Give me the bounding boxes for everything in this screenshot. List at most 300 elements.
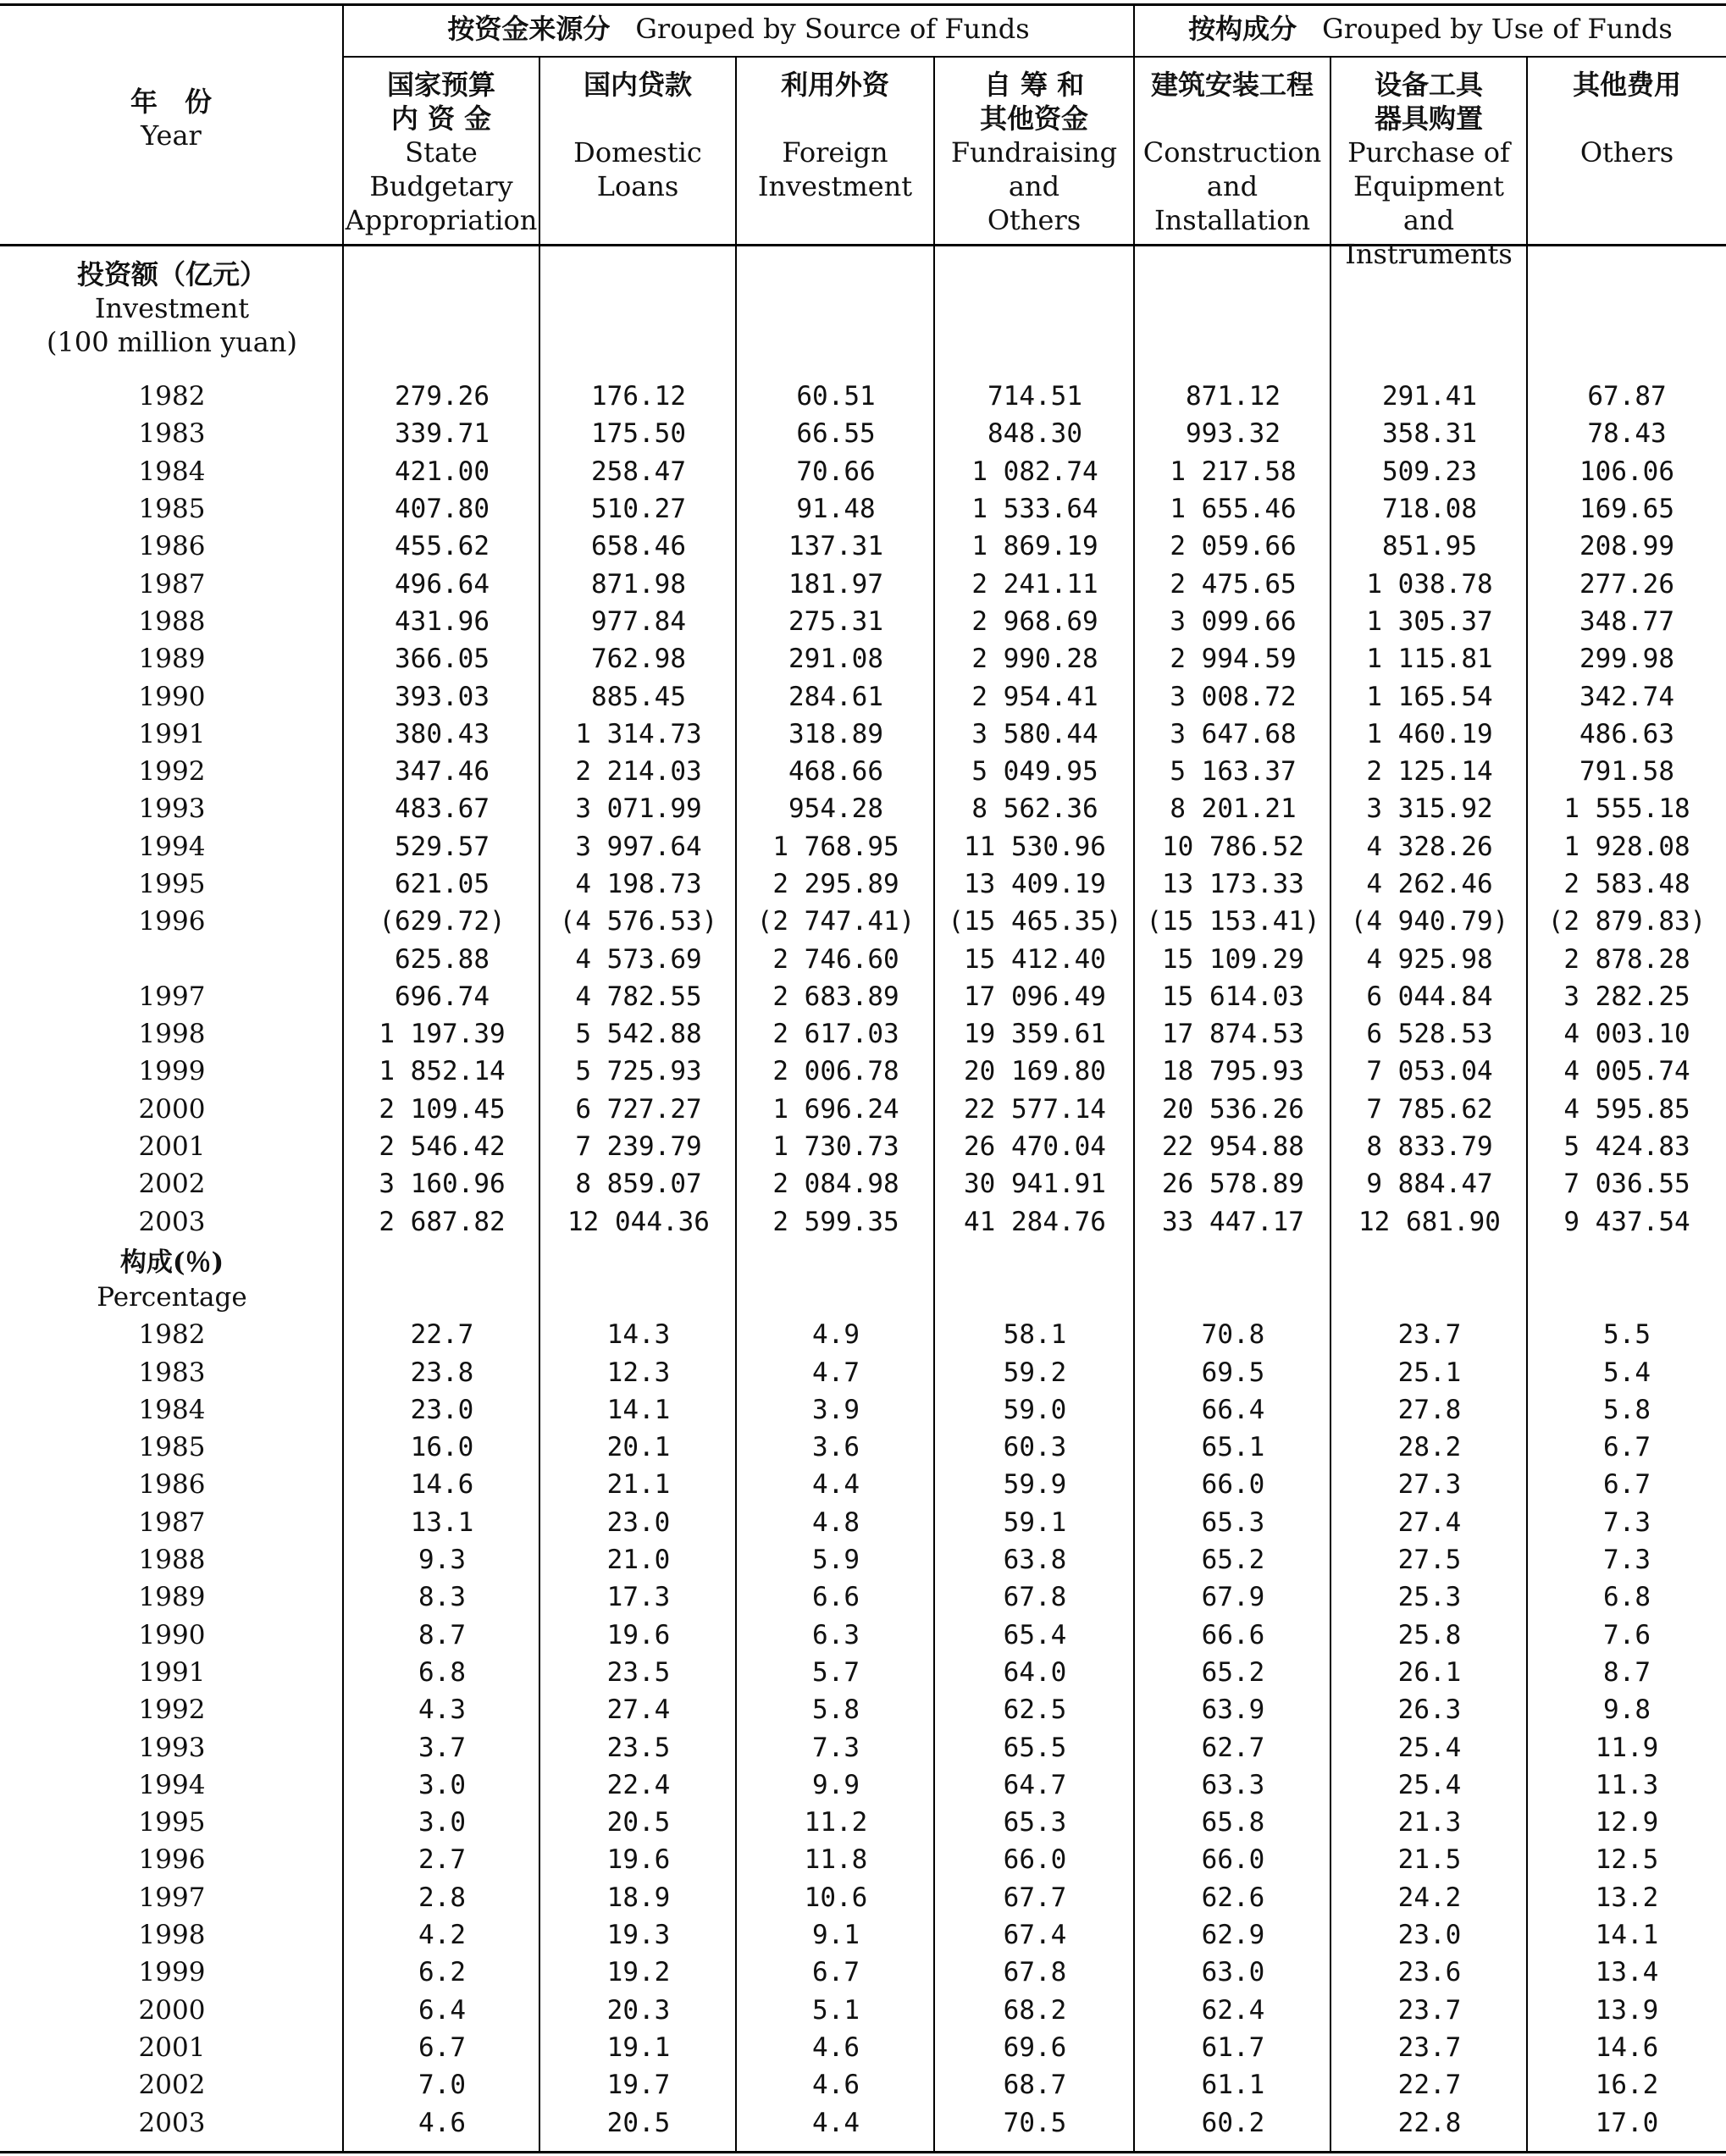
col-header-zh: 自 筹 和 (983, 69, 1085, 101)
value-cell: 70.66 (796, 456, 876, 487)
value-cell: 291.08 (788, 644, 883, 675)
value-cell: 1 305.37 (1366, 605, 1493, 637)
value-cell: 2 878.28 (1563, 943, 1690, 975)
value-cell: 6.4 (418, 1994, 466, 2026)
value-cell: 1 928.08 (1563, 831, 1690, 862)
year-cell: 1989 (138, 644, 206, 675)
value-cell: 2 546.42 (379, 1131, 506, 1163)
value-cell: 496.64 (395, 568, 490, 600)
value-cell: 25.1 (1397, 1357, 1462, 1388)
table-row (0, 716, 1726, 753)
year-cell: 1999 (138, 1056, 206, 1087)
value-cell: 14.6 (1595, 2032, 1659, 2063)
table-row (0, 1128, 1726, 1165)
table-row (0, 1203, 1726, 1241)
value-cell: 4.6 (812, 2070, 860, 2101)
value-cell: 13.2 (1595, 1882, 1659, 1913)
table-row (0, 1954, 1726, 1991)
year-cell: 2002 (138, 2070, 206, 2101)
value-cell: 14.1 (606, 1394, 671, 1425)
col-header-en: Domestic (573, 136, 702, 169)
value-cell: 977.84 (591, 605, 686, 637)
value-cell: 26 578.89 (1162, 1169, 1304, 1200)
table-row (0, 565, 1726, 602)
value-cell: 2 968.69 (971, 605, 1098, 637)
year-cell: 1998 (138, 1019, 206, 1050)
value-cell: 1 730.73 (772, 1131, 899, 1163)
value-cell: 33 447.17 (1162, 1206, 1304, 1237)
value-cell: 7 053.04 (1366, 1056, 1493, 1087)
col-header-zh: 器具购置 (1374, 102, 1483, 135)
investment-label-spacer-cell (0, 252, 1726, 378)
year-cell: 1989 (138, 1582, 206, 1613)
table-row (0, 2029, 1726, 2066)
value-cell: 529.57 (395, 831, 490, 862)
value-cell: 4 782.55 (575, 981, 702, 1012)
table-row (0, 1841, 1726, 1878)
value-cell: 4.7 (812, 1357, 860, 1388)
table-row (0, 2066, 1726, 2103)
value-cell: 791.58 (1579, 756, 1674, 788)
value-cell: 68.2 (1003, 1994, 1067, 2026)
value-cell: 8.7 (418, 1619, 466, 1650)
col-header-domestic-loans (540, 68, 735, 203)
value-cell: 19.7 (606, 2070, 671, 2101)
col-header-en: Others (1579, 136, 1674, 169)
table-row (0, 415, 1726, 452)
value-cell: 6.8 (418, 1656, 466, 1688)
value-cell: (629.72) (379, 906, 506, 937)
value-cell: 66.6 (1201, 1619, 1265, 1650)
value-cell: 5 049.95 (971, 756, 1098, 788)
value-cell: 21.3 (1397, 1807, 1462, 1838)
value-cell: 22.4 (606, 1769, 671, 1800)
value-cell: 67.7 (1003, 1882, 1067, 1913)
value-cell: 762.98 (591, 644, 686, 675)
year-cell: 1983 (138, 1357, 206, 1388)
value-cell: 421.00 (395, 456, 490, 487)
value-cell: 5.9 (812, 1545, 860, 1576)
value-cell: 66.0 (1201, 1844, 1265, 1876)
section-investment-en1: Investment (94, 292, 250, 324)
year-cell: 2001 (138, 1131, 206, 1163)
value-cell: 16.0 (410, 1432, 474, 1463)
value-cell: 61.7 (1201, 2032, 1265, 2063)
value-cell: 8.7 (1603, 1656, 1651, 1688)
col-header-en: and (1008, 170, 1060, 202)
value-cell: 1 314.73 (575, 718, 702, 749)
value-cell: 13.9 (1595, 1994, 1659, 2026)
value-cell: 169.65 (1579, 494, 1674, 525)
table-row (0, 1991, 1726, 2028)
value-cell: 2 687.82 (379, 1206, 506, 1237)
value-cell: 696.74 (395, 981, 490, 1012)
value-cell: 3 647.68 (1170, 718, 1297, 749)
value-cell: 1 852.14 (379, 1056, 506, 1087)
value-cell: 9 884.47 (1366, 1169, 1493, 1200)
year-cell: 1991 (138, 1656, 206, 1688)
value-cell: 7.3 (1603, 1506, 1651, 1538)
table-row (0, 865, 1726, 903)
col-header-en: State (405, 136, 478, 169)
year-cell: 2003 (138, 2107, 206, 2138)
table-row (0, 1691, 1726, 1728)
col-header-zh: 设备工具 (1374, 69, 1483, 101)
col-header-en: Purchase of (1347, 136, 1510, 169)
value-cell: 21.5 (1397, 1844, 1462, 1876)
value-cell: 718.08 (1382, 494, 1477, 525)
value-cell: 20.3 (606, 1994, 671, 2026)
group-header-use (1135, 12, 1726, 46)
header-group-rule (342, 56, 1726, 58)
year-cell: 1990 (138, 681, 206, 712)
value-cell: 20.1 (606, 1432, 671, 1463)
value-cell: 510.27 (591, 494, 686, 525)
value-cell: 8 859.07 (575, 1169, 702, 1200)
value-cell: 2 214.03 (575, 756, 702, 788)
value-cell: 1 869.19 (971, 531, 1098, 562)
group-source-en: Grouped by Source of Funds (635, 13, 1030, 45)
value-cell: 851.95 (1382, 531, 1477, 562)
section-percentage-en (0, 1279, 1726, 1316)
value-cell: 20.5 (606, 2107, 671, 2138)
value-cell: 25.4 (1397, 1769, 1462, 1800)
year-cell: 2002 (138, 1169, 206, 1200)
col-header-en: Investment (757, 170, 913, 202)
col-header-en: Construction (1142, 136, 1322, 169)
table-row (0, 453, 1726, 490)
year-cell: 1983 (138, 418, 206, 450)
value-cell: 27.5 (1397, 1545, 1462, 1576)
value-cell: 27.4 (606, 1694, 671, 1726)
value-cell: 59.9 (1003, 1469, 1067, 1501)
value-cell: 66.4 (1201, 1394, 1265, 1425)
empty-cell (1331, 1279, 1528, 1316)
section-investment-zh: 投资额（亿元） (76, 258, 267, 290)
section-percentage-zh-text: 构成(％) (119, 1247, 224, 1278)
value-cell: 64.0 (1003, 1656, 1067, 1688)
value-cell: 12 681.90 (1358, 1206, 1501, 1237)
col-header-en: Fundraising (950, 136, 1118, 169)
value-cell: 12.3 (606, 1357, 671, 1388)
value-cell: 23.6 (1397, 1957, 1462, 1988)
value-cell: 1 197.39 (379, 1019, 506, 1050)
value-cell: 4 005.74 (1563, 1056, 1690, 1087)
value-cell: 954.28 (788, 793, 883, 825)
value-cell: 2 059.66 (1170, 531, 1297, 562)
value-cell: 347.46 (395, 756, 490, 788)
value-cell: 67.8 (1003, 1582, 1067, 1613)
value-cell: 19.2 (606, 1957, 671, 1988)
value-cell: 7.3 (1603, 1545, 1651, 1576)
value-cell: 455.62 (395, 531, 490, 562)
value-cell: 59.1 (1003, 1506, 1067, 1538)
value-cell: 26.1 (1397, 1656, 1462, 1688)
value-cell: 13.1 (410, 1506, 474, 1538)
value-cell: 3 071.99 (575, 793, 702, 825)
value-cell: 4 595.85 (1563, 1093, 1690, 1125)
value-cell: 5.8 (812, 1694, 860, 1726)
year-cell: 1997 (138, 1882, 206, 1913)
year-cell: 2000 (138, 1093, 206, 1125)
value-cell: 66.0 (1201, 1469, 1265, 1501)
year-cell: 1987 (138, 568, 206, 600)
value-cell: 380.43 (395, 718, 490, 749)
year-cell: 1992 (138, 756, 206, 788)
col-header-equipment (1331, 68, 1526, 271)
value-cell: 7 036.55 (1563, 1169, 1690, 1200)
year-cell: 1986 (138, 1469, 206, 1501)
table-row (0, 1353, 1726, 1390)
value-cell: 62.7 (1201, 1732, 1265, 1763)
value-cell: 65.3 (1003, 1807, 1067, 1838)
value-cell: 277.26 (1579, 568, 1674, 600)
value-cell: 393.03 (395, 681, 490, 712)
year-cell: 2001 (138, 2032, 206, 2063)
value-cell: 3 008.72 (1170, 681, 1297, 712)
value-cell: 366.05 (395, 644, 490, 675)
value-cell: 339.71 (395, 418, 490, 450)
value-cell: 63.3 (1201, 1769, 1265, 1800)
empty-cell (1135, 1241, 1331, 1279)
value-cell: 63.9 (1201, 1694, 1265, 1726)
value-cell: 871.98 (591, 568, 686, 600)
value-cell: 27.4 (1397, 1506, 1462, 1538)
value-cell: 66.55 (796, 418, 876, 450)
value-cell: 60.3 (1003, 1432, 1067, 1463)
value-cell: 62.4 (1201, 1994, 1265, 2026)
table-row (0, 1578, 1726, 1616)
value-cell: 22.7 (410, 1319, 474, 1351)
value-cell: 6.7 (1603, 1469, 1651, 1501)
value-cell: 2 617.03 (772, 1019, 899, 1050)
value-cell: 4.8 (812, 1506, 860, 1538)
value-cell: 993.32 (1186, 418, 1281, 450)
year-cell: 1985 (138, 1432, 206, 1463)
value-cell: 70.8 (1201, 1319, 1265, 1351)
value-cell: 181.97 (788, 568, 883, 600)
value-cell: 61.1 (1201, 2070, 1265, 2101)
section-percentage-en-text: Percentage (97, 1281, 247, 1313)
value-cell: 24.2 (1397, 1882, 1462, 1913)
group-use-zh: 按构成分 (1188, 13, 1297, 45)
col-header-zh: 其他资金 (979, 102, 1088, 135)
value-cell: 23.7 (1397, 2032, 1462, 2063)
value-cell: 17.3 (606, 1582, 671, 1613)
value-cell: 5 163.37 (1170, 756, 1297, 788)
value-cell: 1 533.64 (971, 494, 1098, 525)
value-cell: 25.8 (1397, 1619, 1462, 1650)
year-cell: 1993 (138, 793, 206, 825)
year-cell: 1998 (138, 1920, 206, 1951)
value-cell: 30 941.91 (964, 1169, 1106, 1200)
value-cell: 5.1 (812, 1994, 860, 2026)
empty-cell (1331, 1241, 1528, 1279)
value-cell: 3 282.25 (1563, 981, 1690, 1012)
table-bottom-rule (0, 2151, 1726, 2153)
value-cell: 67.87 (1587, 381, 1667, 412)
value-cell: 19.1 (606, 2032, 671, 2063)
value-cell: 9.9 (812, 1769, 860, 1800)
value-cell: 5 542.88 (575, 1019, 702, 1050)
empty-cell (344, 1279, 540, 1316)
value-cell: 2 125.14 (1366, 756, 1493, 788)
year-cell: 1996 (138, 1844, 206, 1876)
value-cell: 291.41 (1382, 381, 1477, 412)
empty-cell (344, 1241, 540, 1279)
value-cell: 318.89 (788, 718, 883, 749)
year-header-en: Year (141, 119, 202, 152)
value-cell: 18 795.93 (1162, 1056, 1304, 1087)
table-row (0, 603, 1726, 640)
value-cell: 885.45 (591, 681, 686, 712)
value-cell: 4.3 (418, 1694, 466, 1726)
year-cell: 1988 (138, 605, 206, 637)
col-header-zh: 内 资 金 (390, 102, 492, 135)
value-cell: 342.74 (1579, 681, 1674, 712)
col-header-en: Loans (596, 170, 679, 202)
year-cell (0, 940, 344, 977)
table-row (0, 1316, 1726, 1353)
value-cell: 6.8 (1603, 1582, 1651, 1613)
table-row (0, 528, 1726, 565)
value-cell: 848.30 (987, 418, 1082, 450)
value-cell: 509.23 (1382, 456, 1477, 487)
value-cell: 871.12 (1186, 381, 1281, 412)
value-cell: 358.31 (1382, 418, 1477, 450)
table-row (0, 1091, 1726, 1128)
value-cell: 2 990.28 (971, 644, 1098, 675)
value-cell: 10 786.52 (1162, 831, 1304, 862)
value-cell: 20 536.26 (1162, 1093, 1304, 1125)
value-cell: 2 109.45 (379, 1093, 506, 1125)
table-row (0, 1015, 1726, 1053)
col-header-en: Foreign (782, 136, 888, 169)
value-cell: 26 470.04 (964, 1131, 1106, 1163)
value-cell: 5.5 (1603, 1319, 1651, 1351)
value-cell: 1 555.18 (1563, 793, 1690, 825)
value-cell: 65.5 (1003, 1732, 1067, 1763)
table-row (0, 1879, 1726, 1916)
value-cell: 1 696.24 (772, 1093, 899, 1125)
section-percentage-zh (0, 1241, 1726, 1279)
value-cell: 5.8 (1603, 1394, 1651, 1425)
value-cell: 625.88 (395, 943, 490, 975)
value-cell: 13 173.33 (1162, 869, 1304, 899)
value-cell: 2 599.35 (772, 1206, 899, 1237)
year-cell: 1984 (138, 1394, 206, 1425)
value-cell: 11.9 (1595, 1732, 1659, 1763)
value-cell: 14.6 (410, 1469, 474, 1501)
value-cell: 23.7 (1397, 1319, 1462, 1351)
group-source-zh: 按资金来源分 (447, 13, 611, 45)
value-cell: 11.2 (804, 1807, 868, 1838)
value-cell: 26.3 (1397, 1694, 1462, 1726)
value-cell: 6.3 (812, 1619, 860, 1650)
value-cell: 1 217.58 (1170, 456, 1297, 487)
table-row (0, 753, 1726, 790)
value-cell: 4.2 (418, 1920, 466, 1951)
value-cell: 18.9 (606, 1882, 671, 1913)
year-cell: 1999 (138, 1957, 206, 1988)
value-cell: 65.3 (1201, 1506, 1265, 1538)
value-cell: 4 262.46 (1366, 869, 1493, 899)
year-cell: 1986 (138, 531, 206, 562)
value-cell: 9 437.54 (1563, 1206, 1690, 1237)
value-cell: 63.0 (1201, 1957, 1265, 1988)
value-cell: 58.1 (1003, 1319, 1067, 1351)
value-cell: 23.7 (1397, 1994, 1462, 2026)
value-cell: 8 562.36 (971, 793, 1098, 825)
value-cell: 3 580.44 (971, 718, 1098, 749)
col-header-en: Appropriation (345, 204, 538, 236)
value-cell: 27.8 (1397, 1394, 1462, 1425)
year-cell: 1984 (138, 456, 206, 487)
value-cell: 65.4 (1003, 1619, 1067, 1650)
investment-label-spacer (0, 252, 1726, 378)
value-cell: 25.4 (1397, 1732, 1462, 1763)
value-cell: 62.5 (1003, 1694, 1067, 1726)
value-cell: 11.8 (804, 1844, 868, 1876)
year-cell: 1993 (138, 1732, 206, 1763)
value-cell: 4 198.73 (575, 869, 702, 899)
col-header-zh: 利用外资 (780, 69, 889, 101)
value-cell: 1 038.78 (1366, 568, 1493, 600)
value-cell: 1 460.19 (1366, 718, 1493, 749)
value-cell: 7.6 (1603, 1619, 1651, 1650)
value-cell: 11.3 (1595, 1769, 1659, 1800)
value-cell: 5 725.93 (575, 1056, 702, 1087)
value-cell: 3 997.64 (575, 831, 702, 862)
empty-cell (737, 1279, 935, 1316)
value-cell: (4 940.79) (1350, 906, 1509, 937)
value-cell: 19.6 (606, 1619, 671, 1650)
table-row (0, 1466, 1726, 1503)
year-cell: 1995 (138, 869, 206, 899)
table-row (0, 1053, 1726, 1090)
year-cell: 1996 (138, 906, 206, 937)
value-cell: 2 683.89 (772, 981, 899, 1012)
table-row (0, 1766, 1726, 1804)
value-cell: 1 768.95 (772, 831, 899, 862)
table-top-rule (0, 3, 1726, 6)
value-cell: 7.3 (812, 1732, 860, 1763)
empty-cell (540, 1241, 737, 1279)
empty-cell (737, 1241, 935, 1279)
value-cell: 27.3 (1397, 1469, 1462, 1501)
value-cell: 11 530.96 (964, 831, 1106, 862)
col-header-en: Budgetary (369, 170, 513, 202)
value-cell: 15 412.40 (964, 943, 1106, 975)
value-cell: 3 099.66 (1170, 605, 1297, 637)
value-cell: 2 475.65 (1170, 568, 1297, 600)
value-cell: 9.1 (812, 1920, 860, 1951)
col-header-zh: 其他费用 (1572, 69, 1681, 101)
table-row (0, 940, 1726, 977)
value-cell: (15 465.35) (948, 906, 1122, 937)
value-cell: 69.6 (1003, 2032, 1067, 2063)
value-cell: 4 925.98 (1366, 943, 1493, 975)
value-cell: (2 879.83) (1547, 906, 1707, 937)
value-cell: 486.63 (1579, 718, 1674, 749)
value-cell: 23.0 (606, 1506, 671, 1538)
col-header-en: Instruments (1345, 238, 1513, 270)
year-header-zh: 年 份 (130, 86, 212, 118)
value-cell: 2 084.98 (772, 1169, 899, 1200)
year-cell: 1995 (138, 1807, 206, 1838)
value-cell: 7.0 (418, 2070, 466, 2101)
value-cell: (15 153.41) (1146, 906, 1320, 937)
